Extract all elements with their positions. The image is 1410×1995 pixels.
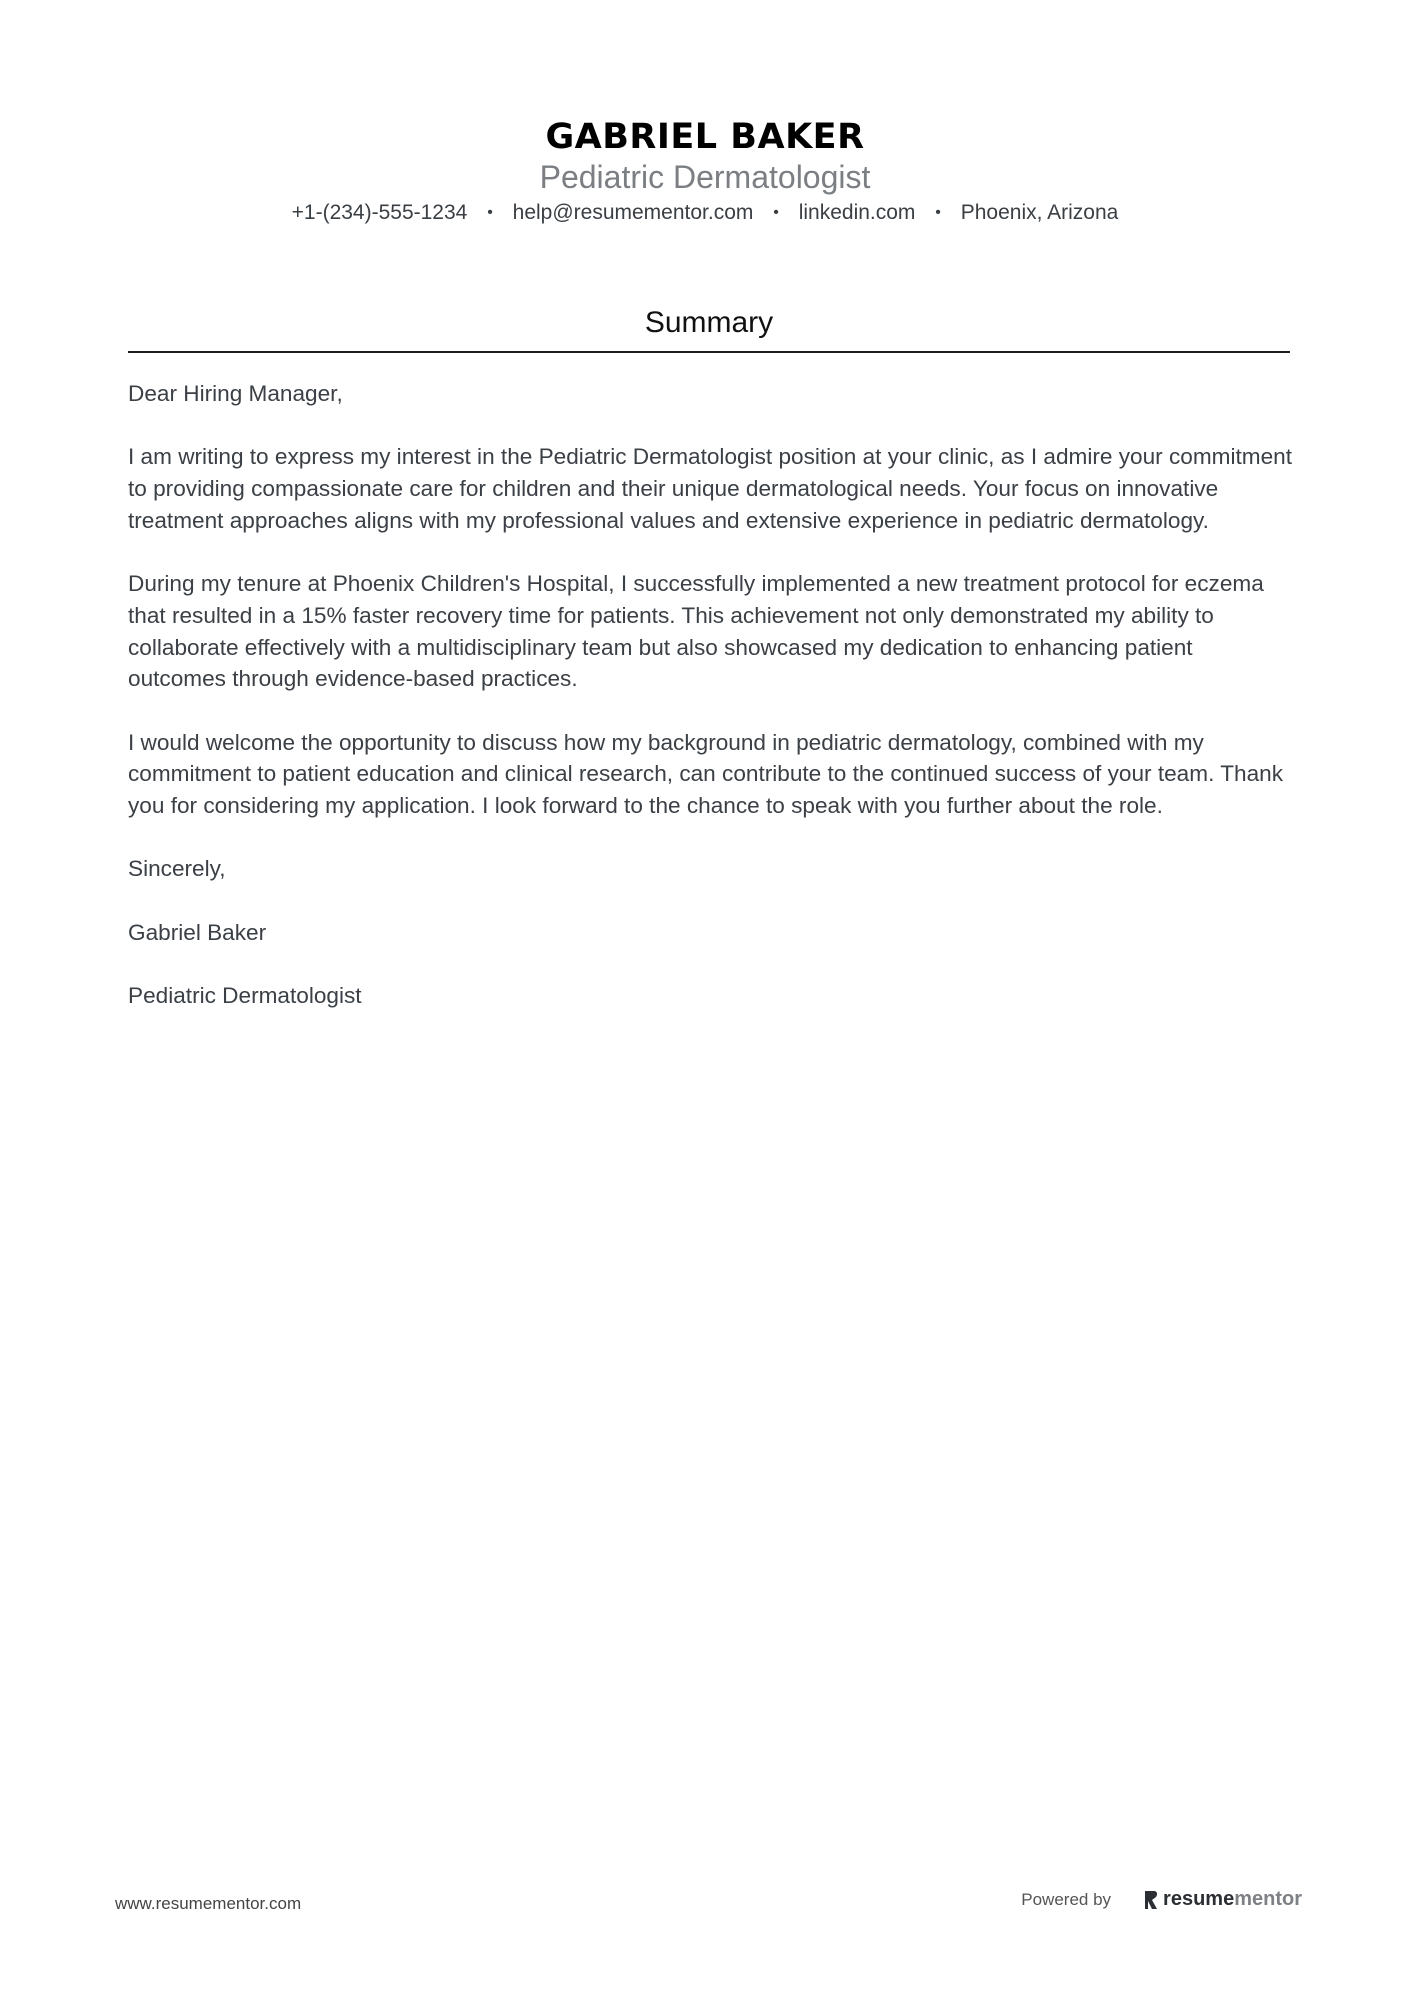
- letter-paragraph: I am writing to express my interest in the Pediatric Dermatologist position at your clinic, as I admire your commitment to providing compassionate care for children and their unique dermatological needs. Your focus on innovative treatment approaches aligns with my professional values and extensive experience in pediatric dermatology.: [128, 444, 1293, 533]
- applicant-name: GABRIEL BAKER: [545, 117, 865, 157]
- letter-paragraph: During my tenure at Phoenix Children's Hospital, I successfully implemented a new treatment protocol for eczema that resulted in a 15% faster recovery time for patients. This achievement not only demonstrated my ability to collaborate effectively with a multidisciplinary team but also showcased my dedication to enhancing patient outcomes through evidence-based practices.: [128, 571, 1264, 692]
- signature-title: Pediatric Dermatologist: [128, 983, 362, 1009]
- letter-body: [128, 378, 1296, 1044]
- contact-linkedin: linkedin.com: [798, 201, 916, 224]
- bullet-separator: •: [773, 204, 779, 221]
- contact-line: [0, 198, 1410, 230]
- footer-branding: [1021, 1888, 1302, 1911]
- letter-greeting: Dear Hiring Manager,: [128, 381, 343, 406]
- brand-text-resume: resume: [1163, 1888, 1235, 1910]
- applicant-title: Pediatric Dermatologist: [539, 159, 871, 195]
- bullet-separator: •: [935, 204, 941, 221]
- contact-phone: +1-(234)-555-1234: [291, 201, 468, 224]
- contact-email: help@resumementor.com: [512, 201, 754, 224]
- powered-by-label: Powered by: [1021, 1889, 1112, 1909]
- signature-name: Gabriel Baker: [128, 919, 267, 945]
- brand-logo: [1143, 1888, 1302, 1911]
- brand-text-mentor: mentor: [1234, 1888, 1302, 1910]
- resumementor-logo-icon: [1143, 1890, 1159, 1910]
- letter-closing: Sincerely,: [128, 856, 226, 882]
- section-divider: [128, 351, 1290, 353]
- letter-header: [0, 112, 1410, 230]
- footer-website: www.resumementor.com: [115, 1894, 302, 1913]
- contact-location: Phoenix, Arizona: [960, 201, 1119, 224]
- bullet-separator: •: [487, 204, 493, 221]
- letter-paragraph: I would welcome the opportunity to discuss how my background in pediatric dermatology, combined with my commitment to patient education and clinical research, can contribute to the continued success of your team. Thank you for considering my application. I look forward to the chance to speak with you further about the role.: [128, 729, 1284, 819]
- section-title-summary: Summary: [644, 306, 774, 339]
